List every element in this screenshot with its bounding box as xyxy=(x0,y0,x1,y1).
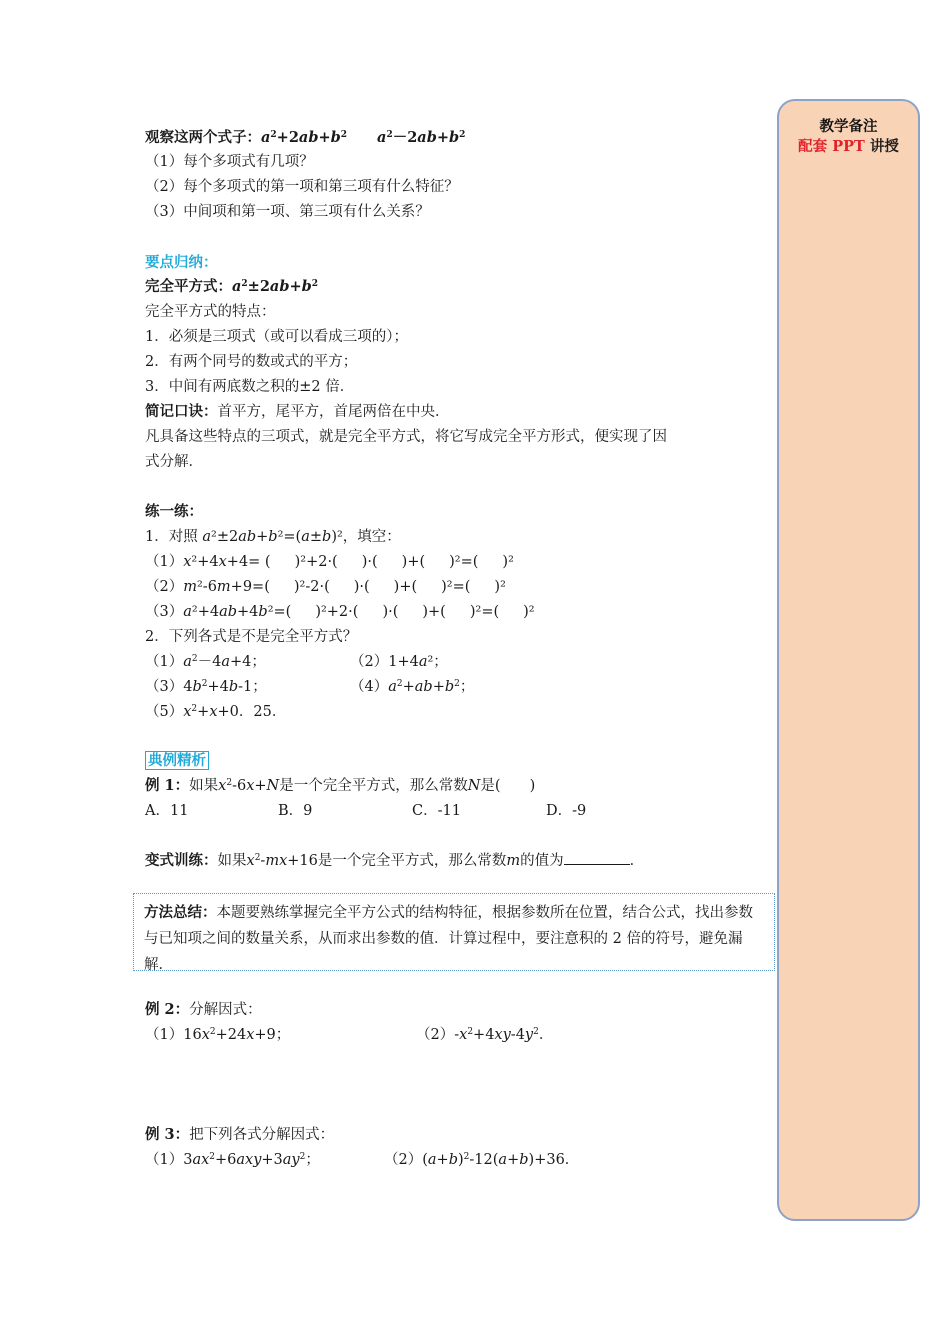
mnemonic-label: 简记口诀： xyxy=(145,403,218,420)
feature-1: 1．必须是三项式（或可以看成三项的）； xyxy=(145,329,408,345)
variant-label: 变式训练： xyxy=(145,852,218,869)
answer-blank xyxy=(564,850,630,865)
example-1-option-a: A．11 xyxy=(145,803,189,819)
observe-question-3: （3）中间项和第一项、第三项有什么关系？ xyxy=(145,204,430,220)
examples-heading-text: 典例精析 xyxy=(145,751,209,770)
example-1-text: 如果 xyxy=(189,778,219,794)
example-2-label: 例 2： xyxy=(145,1001,190,1018)
observe-question-2: （2）每个多项式的第一项和第三项有什么特征？ xyxy=(145,179,459,195)
practice-heading: 练一练： xyxy=(145,503,203,520)
method-summary-label: 方法总结： xyxy=(144,904,217,921)
example-3-label: 例 3： xyxy=(145,1126,190,1143)
method-summary-text: 本题要熟练掌握完全平方公式的结构特征，根据参数所在位置，结合公式，找出参数与已知项之间的数量关系，从而求出参数的值．计算过程中，要注意积的 2 倍的符号，避免漏解． xyxy=(144,905,753,973)
variant-mid: 是一个完全平方式，那么常数 xyxy=(317,853,507,869)
mnemonic-line xyxy=(145,402,450,422)
example-1-end: 是( ) xyxy=(480,778,536,794)
practice-q2-item-1: $(1)a^2-4a+4$； xyxy=(145,654,266,670)
variant-text: 如果 xyxy=(217,853,247,869)
expr-minus: $a^2-2ab+b^2$ xyxy=(377,129,466,146)
practice-q2-item-3: $(3)4b^2+4b-1$； xyxy=(145,679,267,695)
teaching-notes-panel xyxy=(777,99,920,1221)
mnemonic-text: 首平方，尾平方，首尾两倍在中央． xyxy=(217,404,450,420)
example-3-item-1: $(1)3ax^2+6axy+3ay^2$； xyxy=(145,1152,320,1168)
formula-label: 完全平方式： xyxy=(145,278,232,295)
lecture-label: 讲授 xyxy=(864,138,899,155)
example-2-text: 分解因式： xyxy=(189,1002,262,1018)
observe-question-1: （1）每个多项式有几项？ xyxy=(145,154,314,170)
expr-plus: $a^2+2ab+b^2$ xyxy=(261,129,348,146)
example-3-text: 把下列各式分解因式： xyxy=(189,1127,335,1143)
method-summary-box xyxy=(133,893,775,971)
method-summary xyxy=(144,900,764,978)
practice-fill-2: （2）m²-6m+9=( )²-2·( )·( )+( )²=( )² xyxy=(145,579,506,595)
example-2-item-1: $(1)16x^2+24x+9$； xyxy=(145,1027,291,1043)
example-1-label: 例 1： xyxy=(145,777,190,794)
conclusion-line-2: 式分解． xyxy=(145,454,203,470)
example-1: 例 1：如果$x^2-6x+N$是一个完全平方式，那么常数N是( ) xyxy=(145,777,536,794)
example-3-item-2: $(2)(a+b)^2-12(a+b)+36$． xyxy=(384,1152,580,1168)
practice-q2-item-5: $(5)x^2+x+0$．25． xyxy=(145,704,287,720)
practice-fill-3: （3）a²+4ab+4b²=( )²+2·( )·( )+( )²=( )² xyxy=(145,604,535,620)
examples-heading xyxy=(145,751,209,771)
conclusion-line-1: 凡具备这些特点的三项式，就是完全平方式，将它写成完全平方形式，便实现了因 xyxy=(145,429,667,445)
example-1-mid: 是一个完全平方式，那么常数 xyxy=(279,778,468,794)
observe-label: 观察这两个式子： xyxy=(145,129,261,146)
practice-q2-item-4: $(4)a^2+ab+b^2$； xyxy=(350,679,475,695)
example-2-item-2: $(2)-x^2+4xy-4y^2$． xyxy=(416,1027,554,1043)
features-intro: 完全平方式的特点： xyxy=(145,304,276,320)
practice-q1-prefix: 1．对照 xyxy=(145,529,203,545)
example-1-option-c: C．-11 xyxy=(412,803,461,819)
key-points-heading: 要点归纳： xyxy=(145,254,218,271)
formula-expr: $a^2\pm 2ab+b^2$ xyxy=(232,278,319,295)
example-1-option-b: B．9 xyxy=(278,803,313,819)
observe-line xyxy=(145,128,465,148)
practice-q1: 1．对照 a²±2ab+b²=(a±b)²，填空： xyxy=(145,529,401,545)
example-2 xyxy=(145,1000,262,1020)
ppt-label: 配套 PPT xyxy=(798,138,865,155)
example-1-option-d: D．-9 xyxy=(546,803,587,819)
practice-q2-item-2: （2）1+4a²； xyxy=(350,654,448,670)
feature-2: 2．有两个同号的数或式的平方； xyxy=(145,354,358,370)
practice-q2: 2．下列各式是不是完全平方式？ xyxy=(145,629,358,645)
feature-3: 3．中间有两底数之积的±2 倍． xyxy=(145,379,355,395)
teaching-notes-title: 教学备注 xyxy=(819,118,878,135)
practice-fill-1: （1）x²+4x+4= ( )²+2·( )·( )+( )²=( )² xyxy=(145,554,514,570)
variant-end: 的值为 xyxy=(520,853,564,869)
variant-training: 变式训练：如果$x^2-mx+16$是一个完全平方式，那么常数m的值为 ． xyxy=(145,852,645,869)
teaching-notes-subtitle xyxy=(779,135,918,156)
formula-line xyxy=(145,277,318,297)
practice-q1-suffix: ，填空： xyxy=(342,529,401,545)
example-3 xyxy=(145,1125,334,1145)
